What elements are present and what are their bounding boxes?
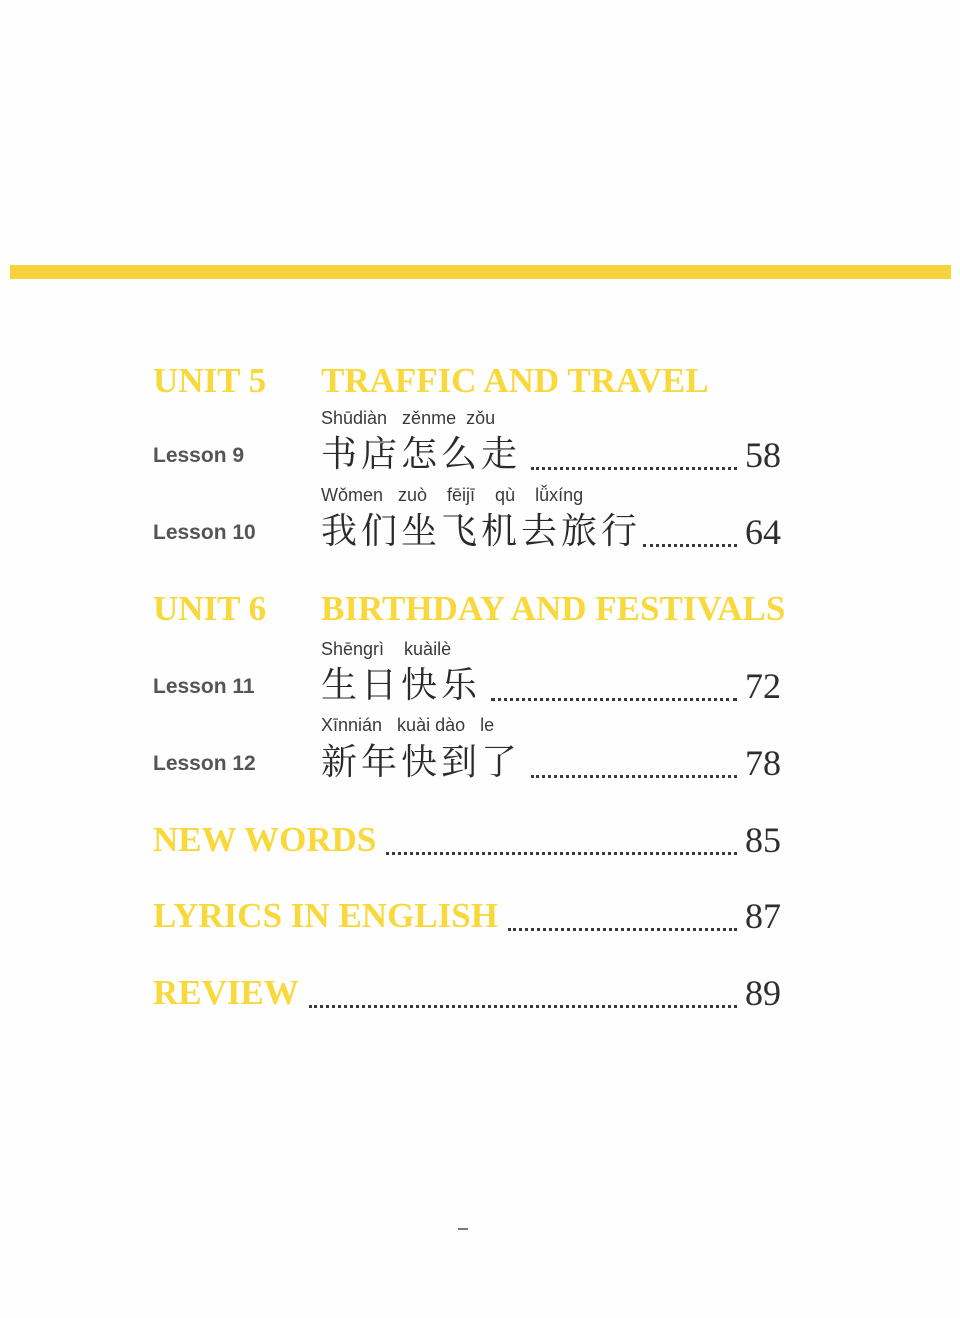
section-title: LYRICS IN ENGLISH — [153, 896, 498, 935]
header-rule — [10, 265, 951, 279]
section-title: REVIEW — [153, 973, 299, 1012]
leader-dots — [309, 1005, 737, 1008]
page-number: 72 — [745, 666, 781, 706]
toc-entry-lyrics-in-english[interactable] — [153, 893, 781, 939]
leader-dots — [386, 852, 737, 855]
leader-dots — [531, 467, 737, 470]
leader-dots — [531, 775, 737, 778]
lesson-label: Lesson 9 — [153, 444, 245, 467]
lesson-label: Lesson 11 — [153, 675, 255, 698]
toc-entry-lesson-10[interactable] — [321, 509, 781, 555]
lesson-pinyin: Shūdiàn zěnme zǒu — [321, 408, 496, 428]
lesson-title-hanzi: 新年快到了 — [321, 742, 522, 783]
lesson-pinyin: Shēngrì kuàilè — [321, 639, 452, 659]
lesson-pinyin: Xīnnián kuài dào le — [321, 715, 495, 735]
page-number: 89 — [745, 973, 781, 1013]
toc-entry-lesson-12[interactable] — [321, 740, 781, 786]
leader-dots — [491, 698, 737, 701]
unit-label: UNIT 6 — [153, 589, 267, 628]
lesson-label: Lesson 12 — [153, 752, 256, 775]
lesson-label: Lesson 10 — [153, 521, 256, 544]
page-number: 58 — [745, 435, 781, 475]
section-title: NEW WORDS — [153, 820, 377, 859]
toc-entry-lesson-9[interactable] — [321, 432, 781, 478]
page-number: 78 — [745, 743, 781, 783]
leader-dots — [508, 928, 737, 931]
unit-title: BIRTHDAY AND FESTIVALS — [321, 589, 786, 628]
toc-entry-new-words[interactable] — [153, 817, 781, 863]
lesson-title-hanzi: 我们坐飞机去旅行 — [321, 511, 642, 552]
lesson-pinyin: Wǒmen zuò fēijī qù lǚxíng — [321, 485, 584, 505]
page-number: 85 — [745, 820, 781, 860]
footer-mark — [458, 1228, 468, 1230]
lesson-title-hanzi: 书店怎么走 — [321, 434, 522, 475]
toc-entry-lesson-11[interactable] — [321, 663, 781, 709]
page-number: 64 — [745, 512, 781, 552]
leader-dots — [643, 544, 737, 547]
page-number: 87 — [745, 896, 781, 936]
lesson-title-hanzi: 生日快乐 — [321, 665, 482, 706]
unit-title: TRAFFIC AND TRAVEL — [321, 361, 709, 400]
unit-label: UNIT 5 — [153, 361, 267, 400]
toc-entry-review[interactable] — [153, 970, 781, 1016]
